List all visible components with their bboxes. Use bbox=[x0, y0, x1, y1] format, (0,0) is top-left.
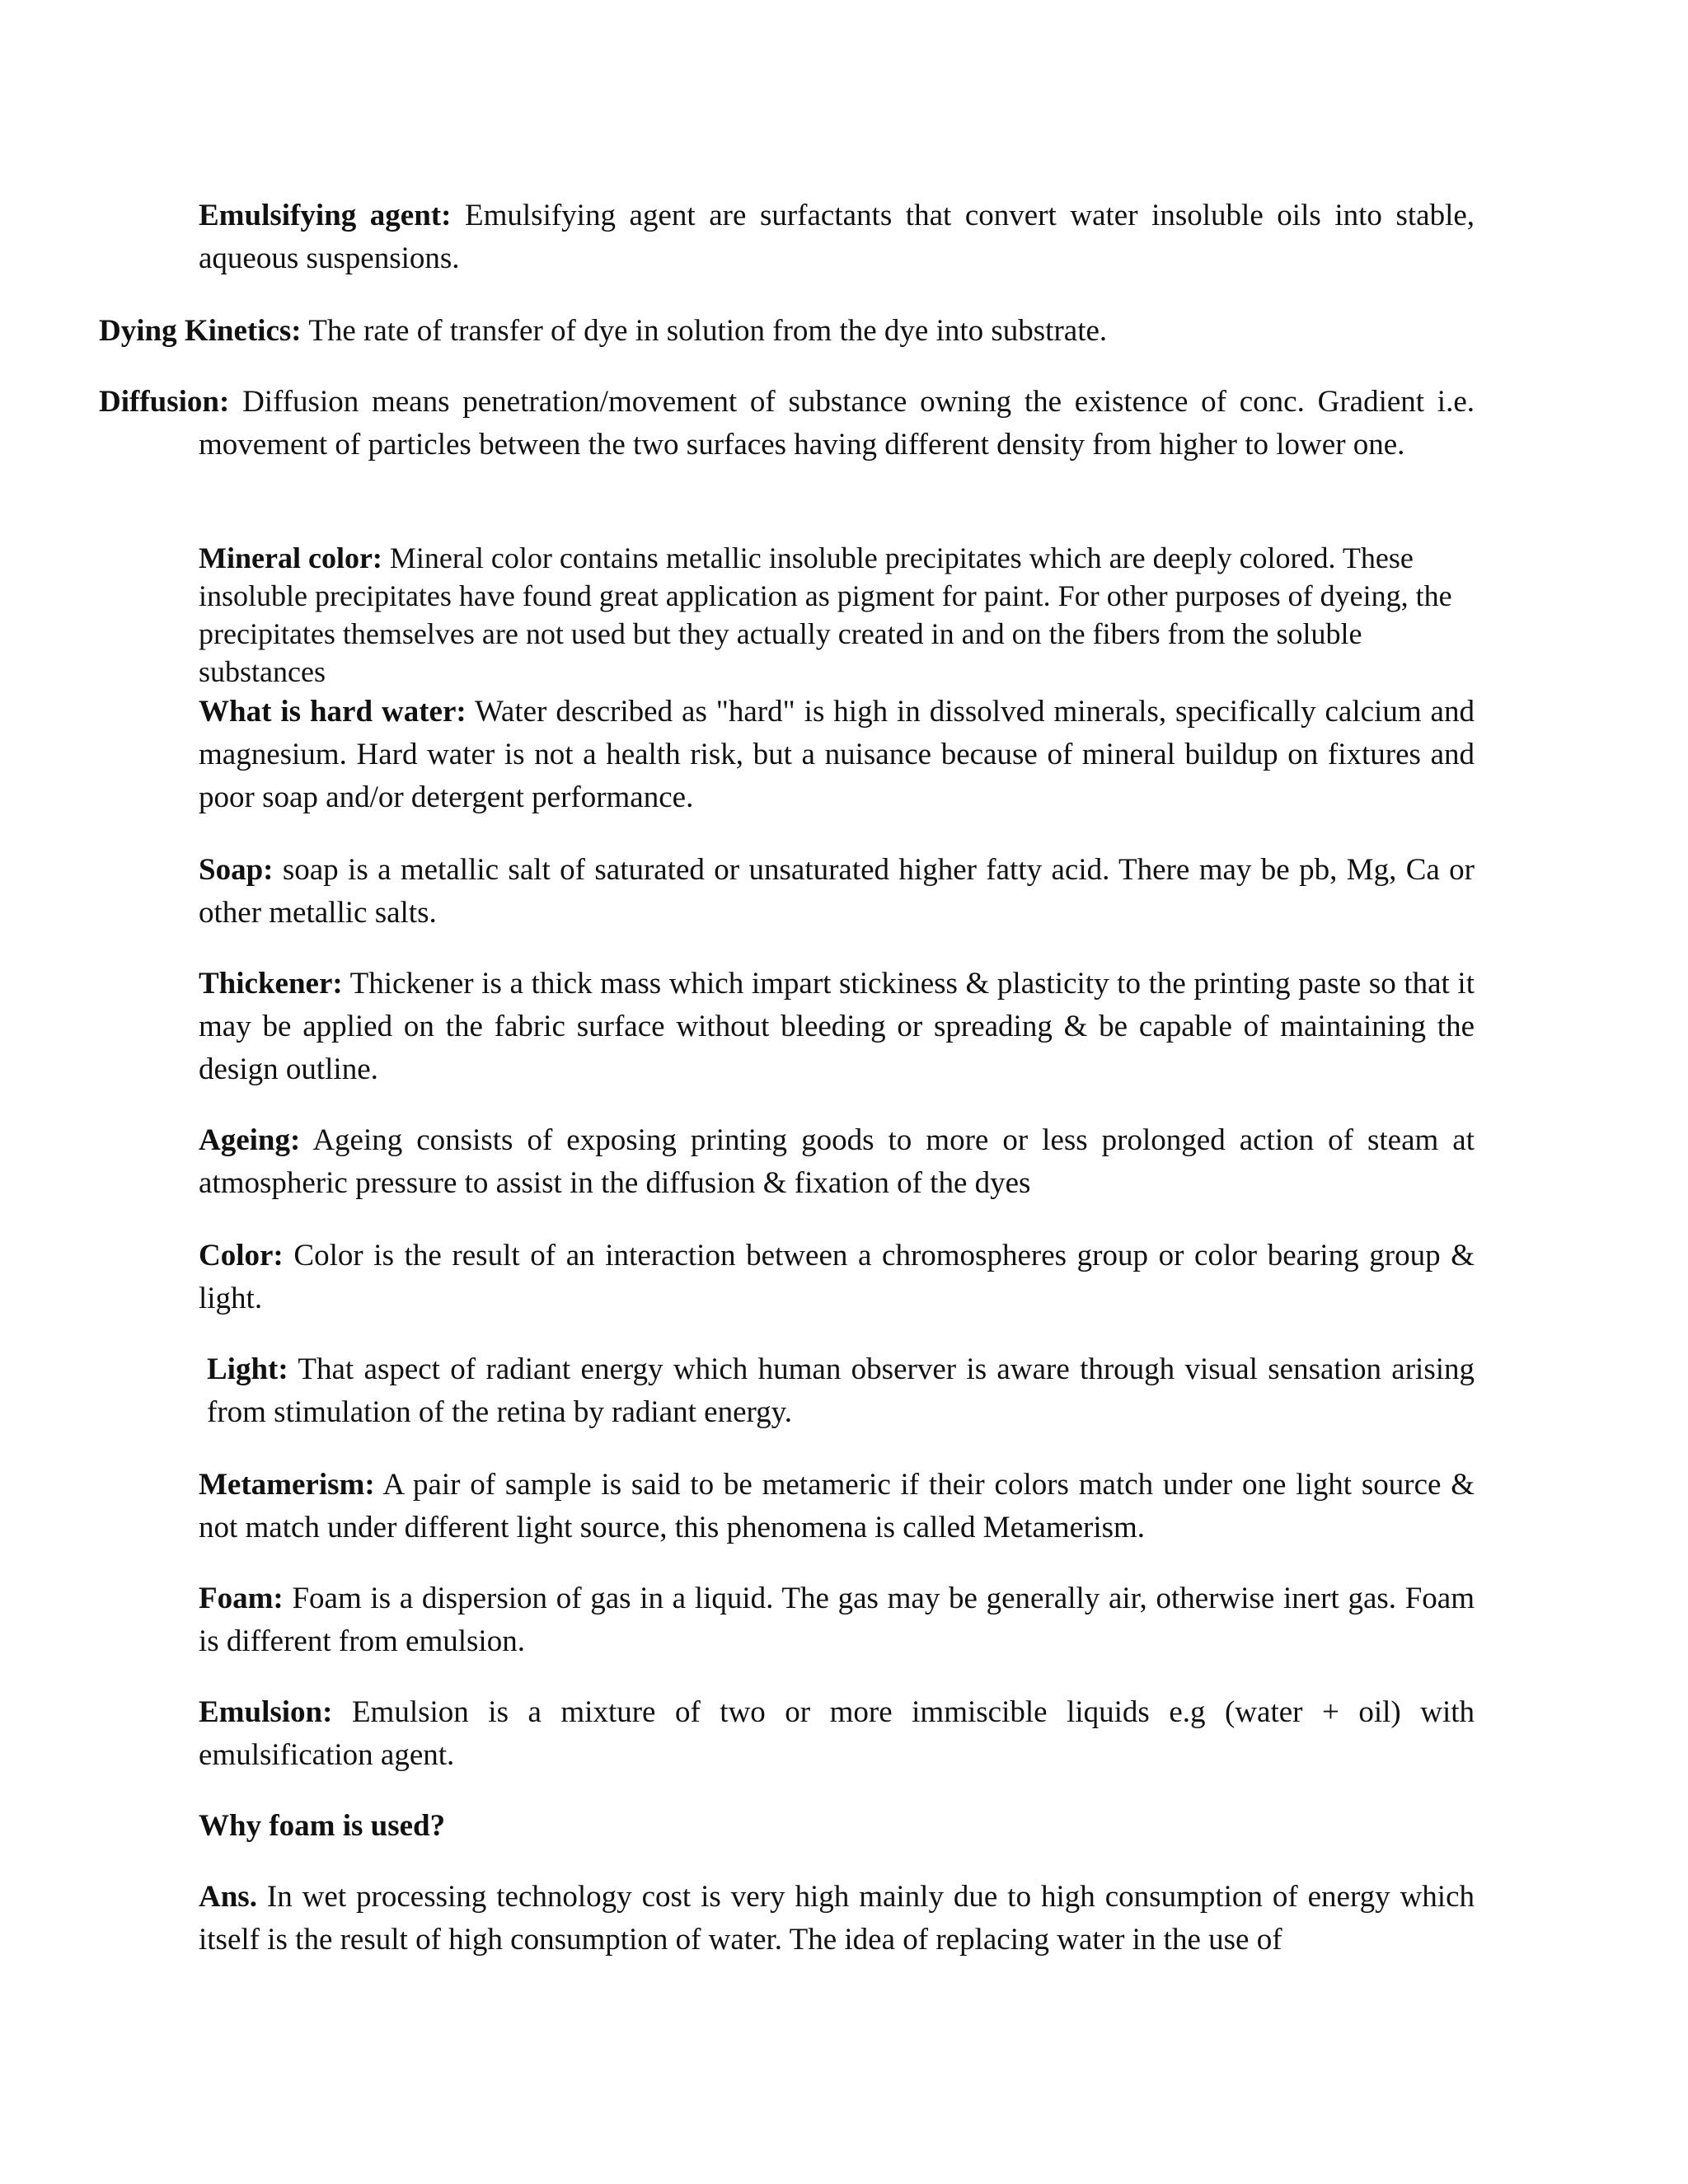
definition-emulsion bbox=[199, 1691, 1475, 1777]
definition-dying-kinetics bbox=[99, 310, 1475, 353]
answer-text: In wet processing technology cost is very high mainly due to high consumption of energy which itself is the result of high consumption of water. The idea of replacing water in the use of bbox=[199, 1880, 1475, 1957]
term-emulsion: Emulsion: bbox=[199, 1695, 333, 1729]
term-foam: Foam: bbox=[199, 1582, 284, 1615]
definition-light bbox=[199, 1348, 1475, 1434]
definition-ageing bbox=[199, 1119, 1475, 1205]
definition-text: Ageing consists of exposing printing goods to more or less prolonged action of steam at atmospheric pressure to assist in the diffusion & fixation of the dyes bbox=[199, 1123, 1475, 1200]
definition-text: Color is the result of an interaction between a chromospheres group or color bearing group & light. bbox=[199, 1239, 1475, 1315]
definition-metamerism bbox=[199, 1464, 1475, 1549]
definition-mineral-color bbox=[199, 539, 1475, 691]
definition-text: Thickener is a thick mass which impart stickiness & plasticity to the printing paste so that it may be applied on the fabric surface without bleeding or spreading & be capable of maintaining the design outline. bbox=[199, 967, 1475, 1086]
question-text: Why foam is used? bbox=[199, 1809, 446, 1843]
term-ageing: Ageing: bbox=[199, 1123, 301, 1157]
term-hard-water: What is hard water: bbox=[199, 695, 467, 729]
definition-soap bbox=[199, 849, 1475, 935]
definition-text: A pair of sample is said to be metameric if their colors match under one light source & not match under different light source, this phenomena is called Metamerism. bbox=[199, 1468, 1475, 1544]
definition-text: Mineral color contains metallic insoluble precipitates which are deeply colored. These insoluble precipitates have found great application as pigment for paint. For other purposes of dyeing, the precipitates themselves are not used but they actually created in and on the fibers from the soluble substances bbox=[199, 541, 1452, 688]
definition-text: Foam is a dispersion of gas in a liquid. The gas may be generally air, otherwise inert gas. Foam is different from emulsion. bbox=[199, 1582, 1475, 1658]
answer-label: Ans. bbox=[199, 1880, 257, 1914]
term-mineral-color: Mineral color: bbox=[199, 541, 382, 574]
term-thickener: Thickener: bbox=[199, 967, 343, 1001]
definition-color bbox=[199, 1235, 1475, 1320]
definition-foam bbox=[199, 1577, 1475, 1663]
term-color: Color: bbox=[199, 1239, 284, 1272]
definition-diffusion bbox=[99, 381, 1475, 466]
term-diffusion: Diffusion: bbox=[99, 385, 230, 419]
term-metamerism: Metamerism: bbox=[199, 1468, 375, 1502]
definition-text: Water described as "hard" is high in dissolved minerals, specifically calcium and magnesium. Hard water is not a health risk, but a nuisance because of mineral buildup on fixtures and poor soap and/or detergent performance. bbox=[199, 695, 1475, 814]
definition-text: Emulsion is a mixture of two or more immiscible liquids e.g (water + oil) with emulsification agent. bbox=[199, 1695, 1475, 1772]
definition-thickener bbox=[199, 963, 1475, 1091]
definition-text: soap is a metallic salt of saturated or unsaturated higher fatty acid. There may be pb, Mg, Ca or other metallic salts. bbox=[199, 853, 1475, 930]
term-light: Light: bbox=[207, 1352, 288, 1386]
term-emulsifying-agent: Emulsifying agent: bbox=[199, 199, 452, 232]
definition-text: Diffusion means penetration/movement of substance owning the existence of conc. Gradient i.e. movement of particles between the two surfaces having different density from higher to lower one. bbox=[199, 385, 1475, 462]
answer-why-foam bbox=[199, 1876, 1475, 1961]
definition-text: That aspect of radiant energy which human observer is aware through visual sensation arising from stimulation of the retina by radiant energy. bbox=[207, 1352, 1475, 1429]
term-soap: Soap: bbox=[199, 853, 274, 887]
definition-hard-water bbox=[199, 691, 1475, 819]
term-dying-kinetics: Dying Kinetics: bbox=[99, 314, 302, 348]
definition-emulsifying-agent bbox=[199, 194, 1475, 280]
question-why-foam bbox=[199, 1805, 1475, 1848]
definition-text: Emulsifying agent are surfactants that convert water insoluble oils into stable, aqueous suspensions. bbox=[199, 199, 1475, 275]
definition-text: The rate of transfer of dye in solution from the dye into substrate. bbox=[308, 314, 1108, 348]
